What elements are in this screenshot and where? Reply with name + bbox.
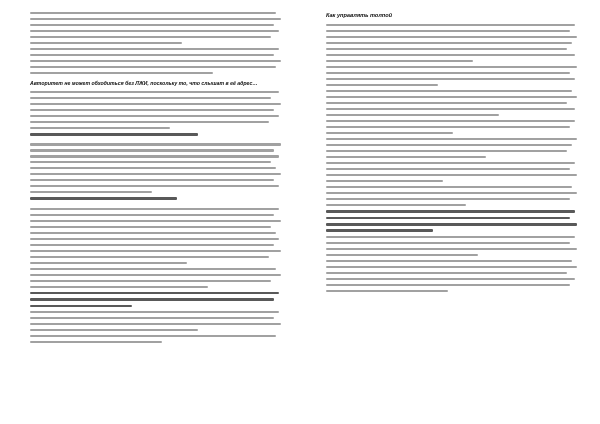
- paragraph: [326, 138, 580, 158]
- paragraph: [30, 335, 284, 343]
- paragraph: [30, 268, 284, 288]
- paragraph: [30, 12, 284, 44]
- paragraph: [30, 91, 284, 129]
- section-subheading: Авторитет не может обходиться без ЛЖИ, поскольку то, что слышат в её адрес…: [30, 81, 258, 88]
- paragraph: [30, 133, 284, 139]
- paragraph: [30, 48, 284, 74]
- section-heading: Как управлять толпой: [326, 13, 393, 19]
- paragraph: [30, 311, 284, 331]
- paragraph: [326, 186, 580, 206]
- paragraph: [30, 197, 284, 203]
- paragraph: [326, 236, 580, 256]
- paragraph: [326, 90, 580, 116]
- paragraph: [326, 120, 580, 134]
- paragraph: [326, 24, 580, 62]
- paragraph: [326, 162, 580, 182]
- paragraph: [30, 292, 284, 307]
- paragraph: [326, 66, 580, 86]
- paragraph: [30, 143, 284, 193]
- paragraph: [326, 210, 580, 232]
- left-column: [30, 12, 284, 347]
- right-column: [326, 12, 580, 296]
- paragraph: [30, 208, 284, 264]
- paragraph: [326, 260, 580, 292]
